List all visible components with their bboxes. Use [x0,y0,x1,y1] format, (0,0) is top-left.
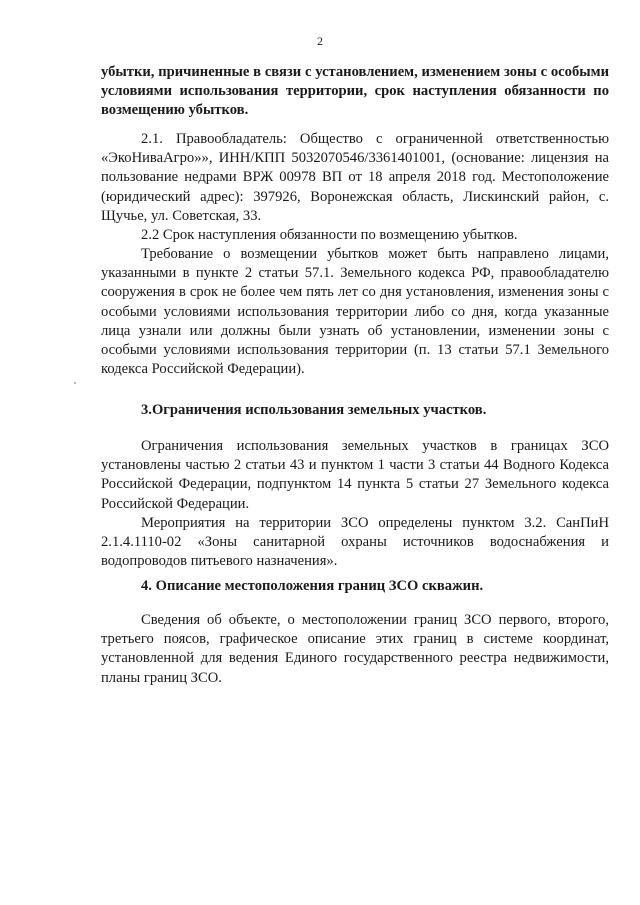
section2-paragraph-1: 2.1. Правообладатель: Общество с ограниченной ответственностью «ЭкоНиваАгро»», ИНН/КПП 5032070546/3361401001, (основание: лицензия на пользование недрами ВРЖ 00978 ВП от 18 апреля 2018 год. Местоположение (юридический адрес): 397926, Воронежская область, Лискинский район, с. Щучье, ул. Советская, 33. [101,131,609,224]
scan-dot [74,382,76,384]
section3-paragraph-2: Мероприятия на территории ЗСО определены пунктом 3.2. СанПиН 2.1.4.1110-02 «Зоны санитарной охраны источников водоснабжения и водопроводов питьевого назначения». [101,515,609,570]
page-number: 2 [317,34,323,48]
section3-paragraph-1: Ограничения использования земельных участков в границах ЗСО установлены частью 2 статьи 43 и пунктом 1 части 3 статьи 44 Водного Кодекса Российской Федерации, подпунктом 14 пункта 5 статьи 27 Земельного кодекса Российской Федерации. [101,438,609,512]
intro-bold-text: убытки, причиненные в связи с установлением, изменением зоны с особыми условиями использования территории, срок наступления обязанности по возмещению убытков. [101,64,609,119]
section4-paragraph-1: Сведения об объекте, о местоположении границ ЗСО первого, второго, третьего поясов, графическое описание этих границ в системе координат, установленной для ведения Единого государственного реестра недвижимости, планы границ ЗСО. [101,612,609,686]
section2-paragraph-3: Требование о возмещении убытков может быть направлено лицами, указанными в пункте 2 статьи 57.1. Земельного кодекса РФ, правообладателю сооружения в срок не более чем пять лет со дня установления, изменения зоны с особыми условиями использования территории либо со дня, когда указанные лица узнали или должны были узнать об установлении, изменении зоны с особыми условиями использования территории (п. 13 статьи 57.1 Земельного кодекса Российской Федерации). [101,246,609,378]
section2-paragraph-2: 2.2 Срок наступления обязанности по возмещению убытков. [141,227,518,243]
section3-heading: 3.Ограничения использования земельных участков. [141,402,487,418]
section4-heading: 4. Описание местоположения границ ЗСО скважин. [141,578,484,594]
